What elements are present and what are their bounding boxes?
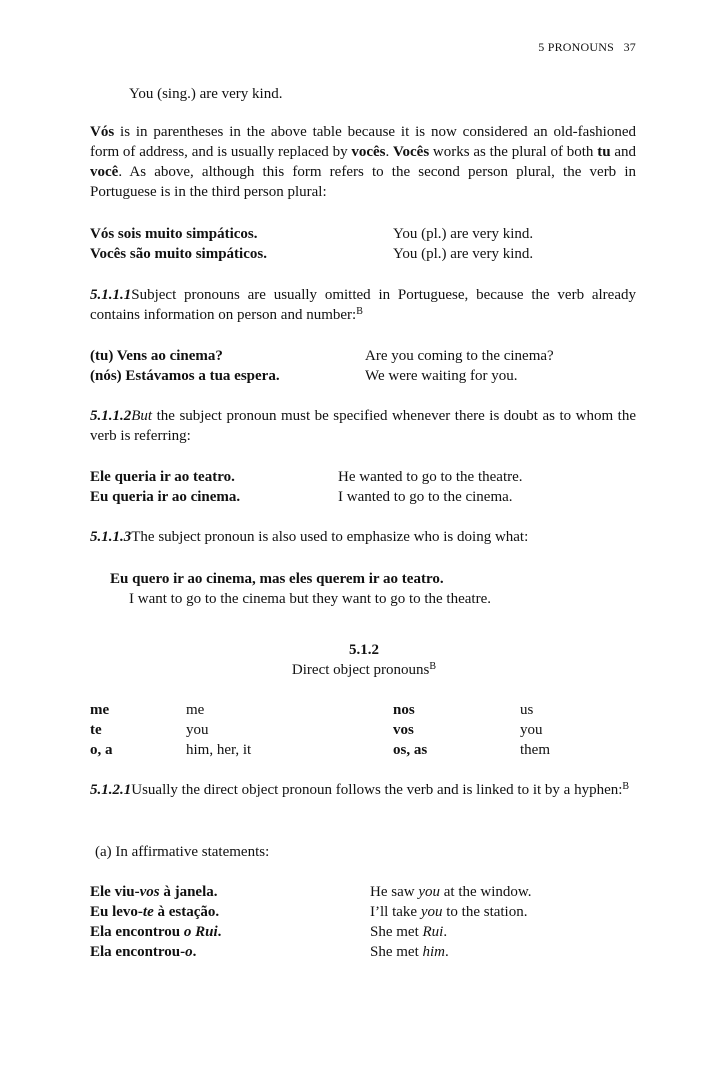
pt-part-b: à estação. <box>153 904 220 920</box>
term-voces-2: Vocês <box>393 144 430 160</box>
para1-text-5: . As above, although this form refers to the second person plural, the verb in Portuguese is in the third person plural: <box>90 164 636 200</box>
heading-title-text: Direct object pronouns <box>291 662 430 678</box>
pronoun-plural: os, as <box>393 742 428 758</box>
pronoun-table-row <box>90 720 650 740</box>
section-text: Subject pronouns are usually omitted in Portuguese, because the verb already contains information on person and number: <box>90 287 636 323</box>
example-portuguese: Vós sois muito simpáticos. <box>90 226 258 242</box>
en-part-b: to the station. <box>442 904 528 920</box>
example-row <box>90 467 650 487</box>
pt-part-a: Eu levo- <box>90 904 143 920</box>
example-portuguese: Eu quero ir ao cinema, mas eles querem ir ao teatro. <box>110 571 444 587</box>
term-voces: vocês <box>351 144 386 160</box>
pronoun-table-row <box>90 740 650 760</box>
en-part-b: . <box>443 924 448 940</box>
pt-part-a: Ela encontrou- <box>90 944 186 960</box>
pronoun-singular: me <box>90 702 110 718</box>
emphasis-but: But <box>131 408 153 424</box>
section-number: 5.1.2.1 <box>90 782 132 798</box>
running-header <box>538 37 636 57</box>
pronoun-table-row <box>90 700 650 720</box>
running-head-title: 5 PRONOUNS <box>538 40 614 54</box>
superscript-b: B <box>356 306 363 317</box>
example-portuguese: (tu) Vens ao cinema? <box>90 348 223 364</box>
pronoun-plural-english: you <box>520 722 543 738</box>
example-english: He wanted to go to the theatre. <box>338 469 523 485</box>
term-tu: tu <box>597 144 611 160</box>
example-english: Are you coming to the cinema? <box>365 348 554 364</box>
pronoun-singular: o, a <box>90 742 113 758</box>
pronoun-plural-english: them <box>520 742 550 758</box>
pt-part-a: Ele viu- <box>90 884 140 900</box>
pronoun-singular-english: you <box>186 722 209 738</box>
example-english <box>370 942 449 962</box>
page-number: 37 <box>623 40 636 54</box>
pt-pronoun: te <box>142 904 154 920</box>
section-text: The subject pronoun is also used to emphasize who is doing what: <box>131 529 529 545</box>
example-row <box>90 224 650 244</box>
en-part-a: She met <box>370 944 423 960</box>
para1-text-3: works as the plural of both <box>429 144 598 160</box>
section-5-1-2-1 <box>90 780 636 800</box>
pt-pronoun: vos <box>139 884 160 900</box>
section-text: Usually the direct object pronoun follows the verb and is linked to it by a hyphen: <box>131 782 623 798</box>
example-english: We were waiting for you. <box>365 368 518 384</box>
example-row <box>90 902 650 922</box>
pt-pronoun: o Rui <box>183 924 218 940</box>
paragraph-vos <box>90 122 636 202</box>
para1-text-2: . <box>385 144 394 160</box>
section-text: the subject pronoun must be specified whenever there is doubt as to whom the verb is referring: <box>90 408 636 444</box>
en-part-a: He saw <box>370 884 419 900</box>
pt-part-b: à janela. <box>159 884 218 900</box>
pronoun-plural-english: us <box>520 702 534 718</box>
example-row <box>90 487 650 507</box>
example-portuguese: Vocês são muito simpáticos. <box>90 246 267 262</box>
section-5-1-1-1 <box>90 285 636 325</box>
example-portuguese: (nós) Estávamos a tua espera. <box>90 368 280 384</box>
pt-part-b: . <box>192 944 197 960</box>
en-part-b: . <box>445 944 449 960</box>
example-portuguese <box>90 902 219 922</box>
section-5-1-1-3 <box>90 527 636 547</box>
section-number: 5.1.1.2 <box>90 408 132 424</box>
para1-text-1: is in parentheses in the above table because it is now considered an old-fashioned form of address, and is usually replaced by <box>90 124 636 160</box>
pronoun-singular-english: him, her, it <box>186 742 252 758</box>
pronoun-singular-english: me <box>186 702 205 718</box>
section-heading-number: 5.1.2 <box>349 642 379 658</box>
example-portuguese: Eu queria ir ao cinema. <box>90 489 241 505</box>
example-row <box>90 366 650 386</box>
en-part-b: at the window. <box>440 884 532 900</box>
pronoun-plural: nos <box>393 702 415 718</box>
example-row <box>90 882 650 902</box>
example-row <box>90 346 650 366</box>
pt-part-a: Ela encontrou <box>90 924 184 940</box>
example-english: You (pl.) are very kind. <box>393 246 534 262</box>
example-english: You (pl.) are very kind. <box>393 226 534 242</box>
superscript-b: B <box>429 661 437 672</box>
example-row <box>90 922 650 942</box>
superscript-b: B <box>622 781 630 792</box>
example-portuguese: Ele queria ir ao teatro. <box>90 469 235 485</box>
case-a-heading: (a) In affirmative statements: <box>95 844 270 860</box>
section-5-1-1-2 <box>90 406 636 446</box>
example-english: I wanted to go to the cinema. <box>338 489 513 505</box>
para1-text-4: and <box>610 144 636 160</box>
example-english <box>370 882 532 902</box>
en-pronoun: him <box>422 944 445 960</box>
example-row <box>90 942 650 962</box>
term-vos: Vós <box>90 124 115 140</box>
intro-example: You (sing.) are very kind. <box>129 86 283 102</box>
en-pronoun: Rui <box>422 924 444 940</box>
section-number: 5.1.1.1 <box>90 287 132 303</box>
example-english <box>370 902 527 922</box>
pronoun-singular: te <box>90 722 102 738</box>
en-part-a: She met <box>370 924 423 940</box>
pronoun-plural: vos <box>393 722 414 738</box>
example-portuguese <box>90 882 218 902</box>
section-number: 5.1.1.3 <box>90 529 132 545</box>
section-heading-title <box>0 660 728 680</box>
en-pronoun: you <box>418 884 440 900</box>
en-pronoun: you <box>420 904 443 920</box>
example-portuguese <box>90 942 196 962</box>
example-portuguese <box>90 922 221 942</box>
pt-part-b: . <box>217 924 222 940</box>
example-row <box>90 244 650 264</box>
en-part-a: I’ll take <box>370 904 421 920</box>
example-english <box>370 922 447 942</box>
term-voce: você <box>90 164 119 180</box>
pt-pronoun: o <box>185 944 193 960</box>
example-english: I want to go to the cinema but they want to go to the theatre. <box>129 591 491 607</box>
